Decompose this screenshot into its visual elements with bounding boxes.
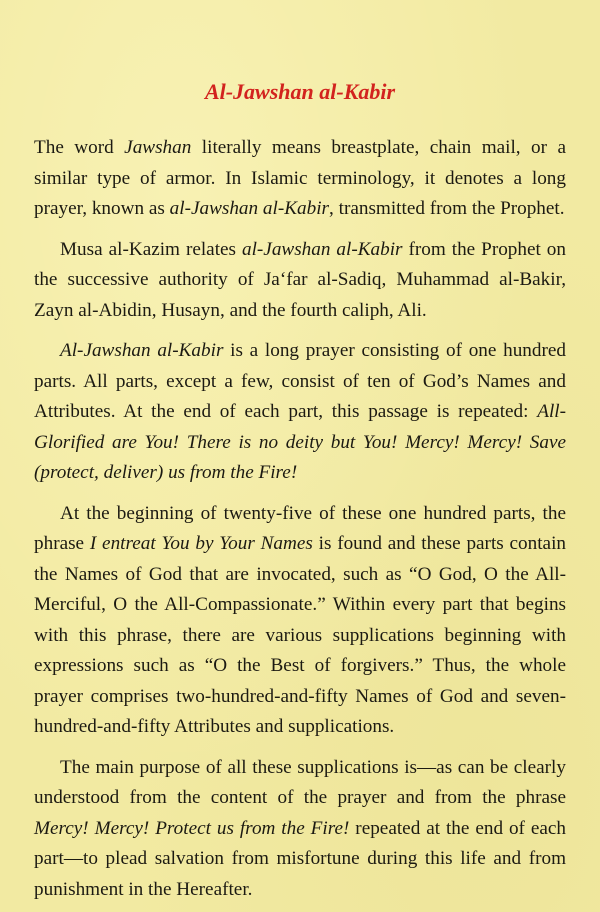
text-segment: is found and these parts contain the Names of God that are invocated, such as “O God, O the All-Merciful, O the All-Compassionate.” Within every part that begins with this phrase, there are various supplications beginning with expressions such as “O the Best of forgivers.” Thus, the whole prayer comprises two-hundred-and-fifty Names of God and seven-hundred-and-fifty Attributes and supplications.: [34, 533, 567, 737]
paragraph: [34, 235, 566, 327]
italic-text: al-Jawshan al-Kabir: [169, 198, 330, 219]
text-segment: The main purpose of all these supplications is—as can be clearly understood from the content of the prayer and from the phrase: [34, 756, 566, 808]
paragraph: [34, 499, 566, 743]
body-text: [34, 133, 566, 905]
text-segment: At the beginning of twenty-five of these one hundred parts, the phrase: [34, 502, 566, 554]
text-segment: is a long prayer consisting of one hundred parts. All parts, except a few, consist of ten of God’s Names and Attributes. At the end of each part, this passage is repeated:: [34, 340, 566, 422]
italic-text: All-Glorified are You! There is no deity but You! Mercy! Mercy! Save (protect, deliver) us from the Fire!: [34, 401, 566, 483]
italic-text: Al-Jawshan al-Kabir: [60, 340, 224, 361]
paragraph: [34, 336, 566, 489]
italic-text: Mercy! Mercy! Protect us from the Fire!: [34, 817, 350, 839]
italic-text: Jawshan: [124, 137, 192, 158]
page-title: Al-Jawshan al-Kabir: [204, 79, 396, 104]
text-segment: literally means breastplate, chain mail, or a similar type of armor. In Islamic terminology, it denotes a long prayer, known as: [34, 137, 567, 219]
text-segment: from the Prophet on the successive authority of Ja‘far al-Sadiq, Muhammad al-Bakir, Zayn al-Abidin, Husayn, and the fourth caliph, Ali.: [34, 238, 566, 321]
paragraph: [34, 133, 566, 225]
text-segment: , transmitted from the Prophet.: [329, 198, 565, 219]
text-segment: Musa al-Kazim relates: [60, 238, 242, 260]
text-segment: repeated at the end of each part—to plead salvation from misfortune during this life and from punishment in the Hereafter.: [34, 817, 566, 900]
italic-text: I entreat You by Your Names: [89, 533, 313, 554]
italic-text: al-Jawshan al-Kabir: [241, 238, 403, 260]
text-segment: The word: [34, 137, 125, 158]
paragraph: [34, 753, 566, 906]
